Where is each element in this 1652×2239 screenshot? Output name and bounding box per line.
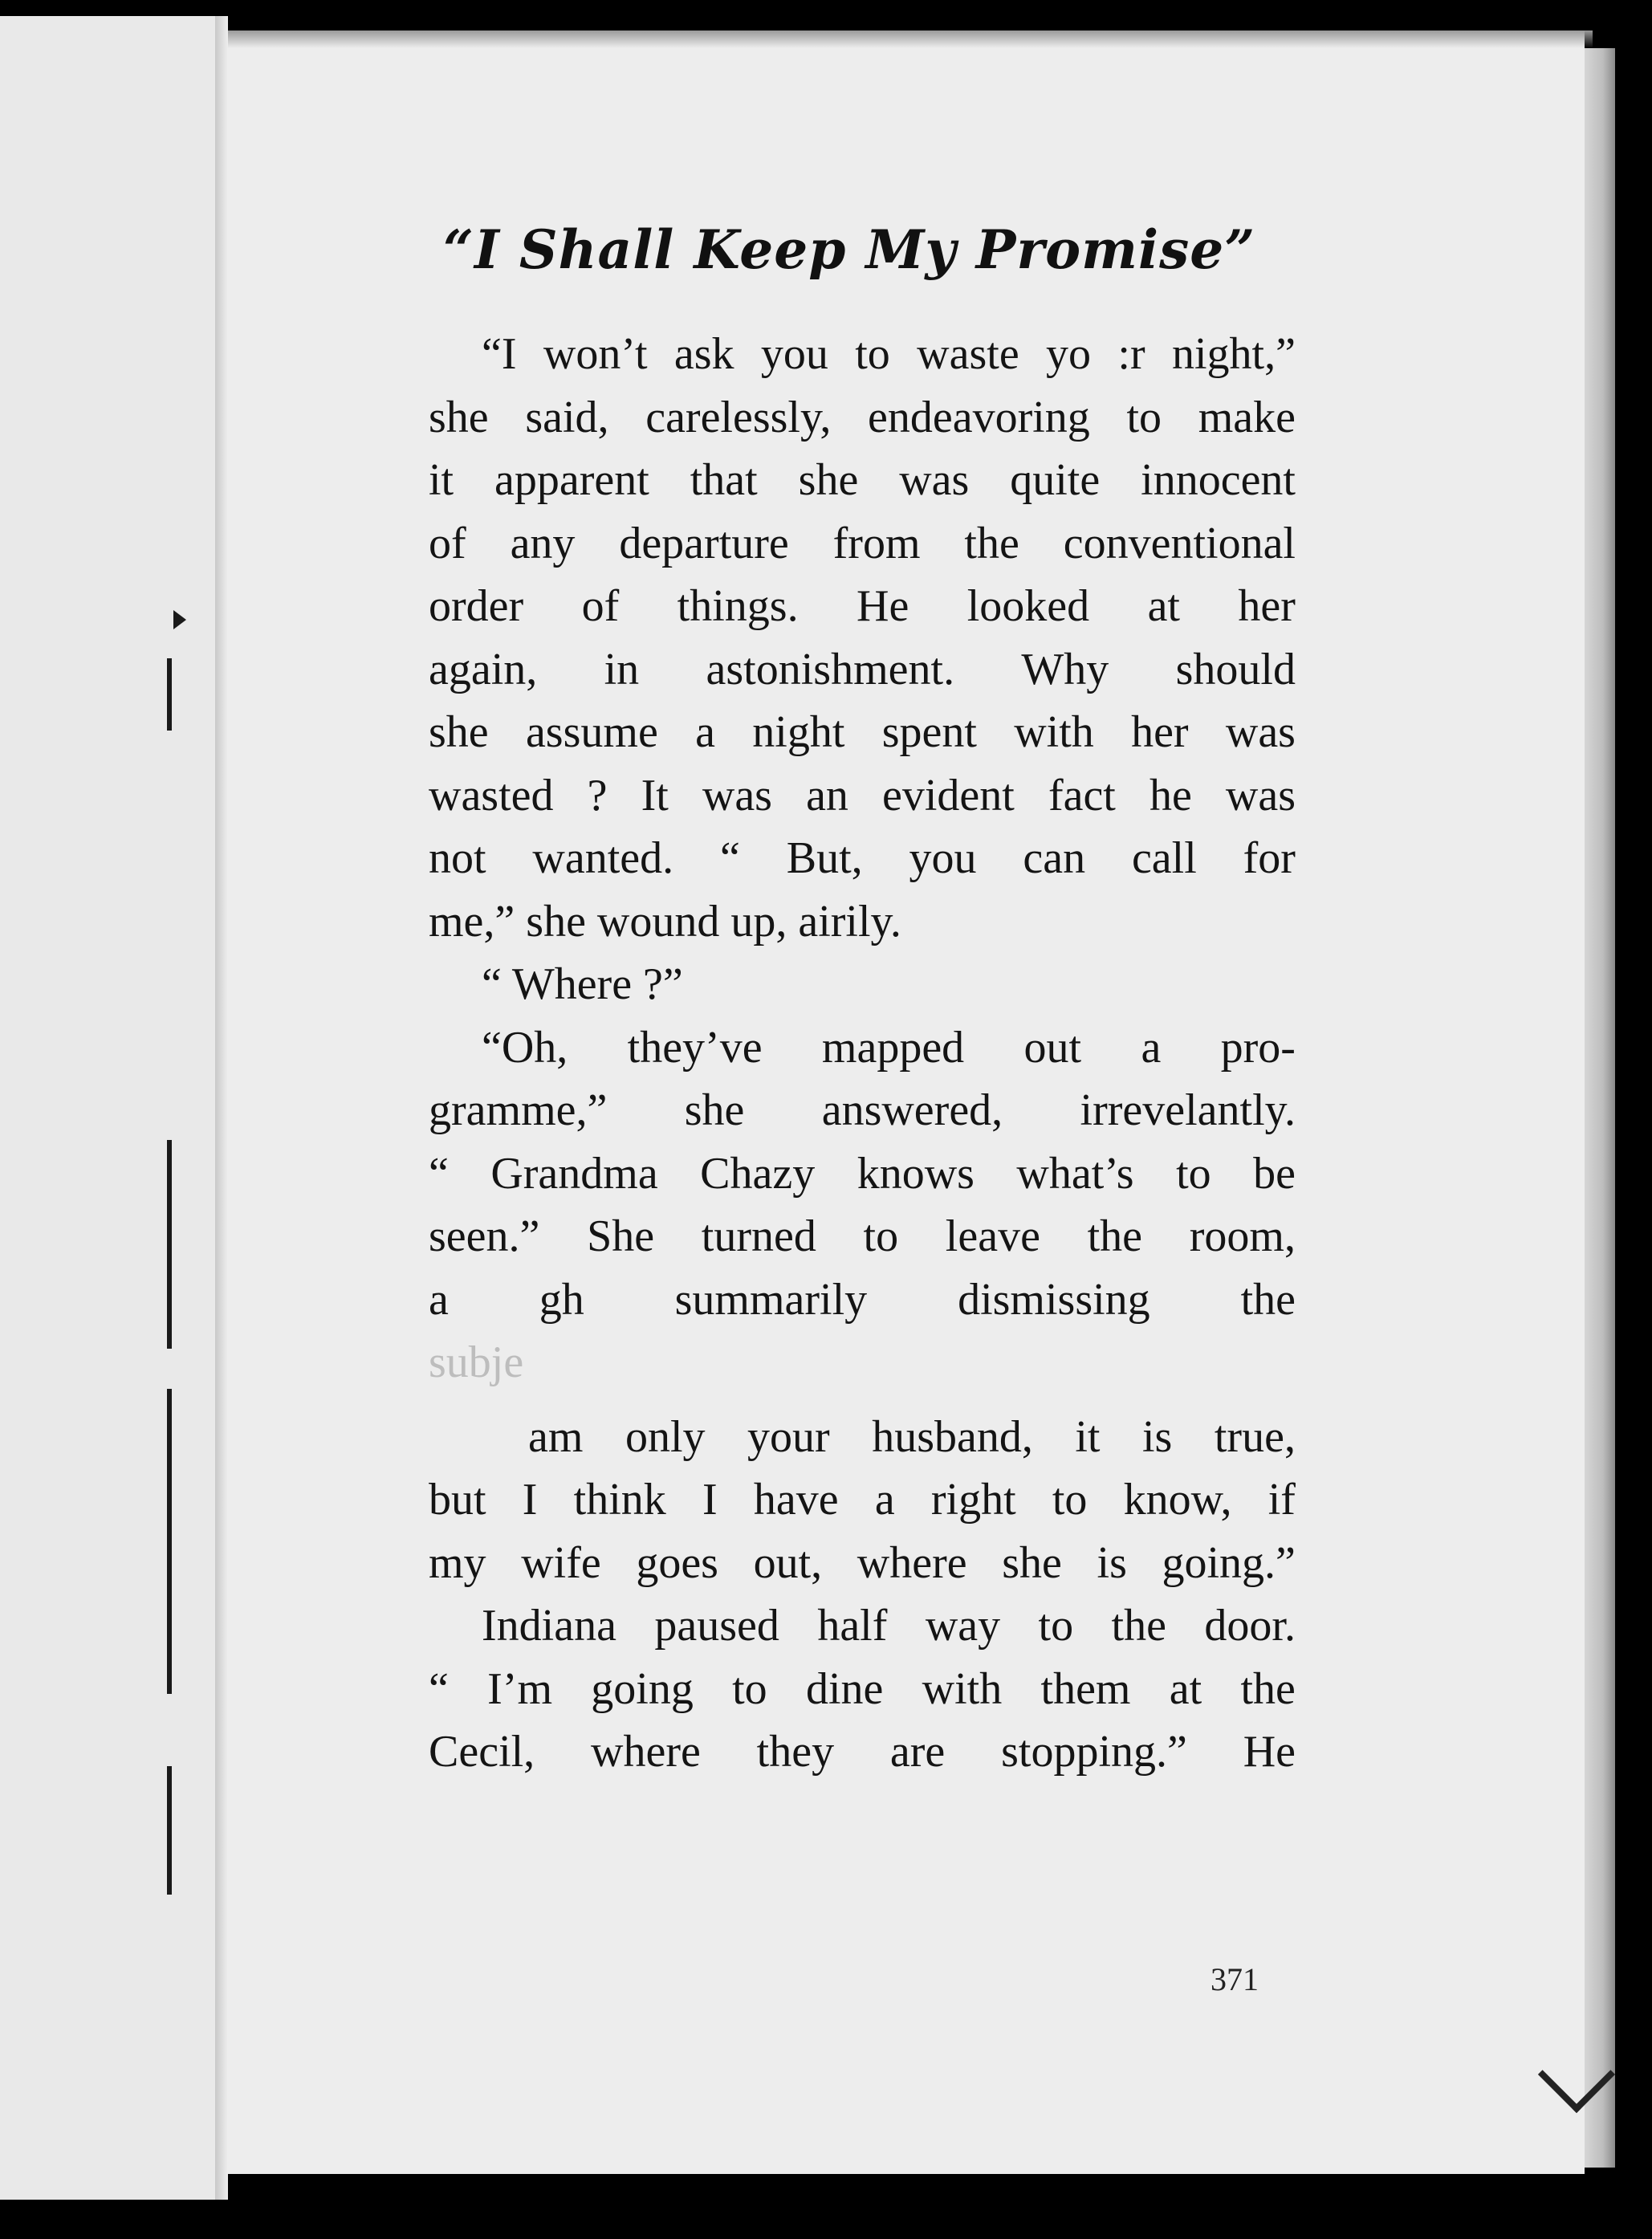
word: “	[720, 833, 740, 883]
word: the	[1111, 1601, 1166, 1651]
word: true,	[1214, 1411, 1296, 1462]
word: of	[581, 581, 620, 631]
word: fact	[1048, 770, 1116, 820]
word: you	[909, 833, 977, 883]
word: again,	[429, 644, 538, 694]
word: carelessly,	[645, 392, 832, 442]
text-line	[429, 1016, 1296, 1080]
word: night	[752, 707, 845, 757]
text-line-faded: subje	[429, 1337, 524, 1387]
word: “	[429, 1148, 449, 1199]
word: :r	[1117, 329, 1145, 379]
word: going	[591, 1663, 694, 1714]
word: they’ve	[627, 1022, 763, 1073]
margin-rule-mark	[167, 1389, 172, 1694]
word: spent	[881, 707, 977, 757]
text-line: me,” she wound up, airily.	[429, 896, 901, 946]
word: wife	[521, 1537, 601, 1588]
word: gh	[539, 1274, 584, 1325]
word: right	[930, 1475, 1016, 1525]
word: paused	[654, 1601, 779, 1651]
text-line	[429, 1079, 1296, 1142]
word: to	[1126, 392, 1162, 442]
margin-arrow-icon	[173, 610, 186, 629]
word: innocent	[1141, 455, 1296, 505]
margin-rule-mark	[167, 1766, 172, 1895]
word: you	[760, 329, 828, 379]
book-gutter	[215, 16, 228, 2200]
word: at	[1147, 581, 1180, 631]
word: she	[798, 455, 859, 505]
word: her	[1238, 581, 1296, 631]
word: it	[1075, 1411, 1101, 1462]
text-line	[429, 323, 1296, 386]
word: know,	[1123, 1475, 1232, 1525]
word: what’s	[1016, 1148, 1134, 1199]
word: half	[817, 1601, 888, 1651]
word: door.	[1204, 1601, 1296, 1651]
word: her	[1131, 707, 1189, 757]
word: the	[1087, 1211, 1143, 1261]
word: to	[855, 329, 890, 379]
word: was	[899, 455, 970, 505]
word: a	[1141, 1022, 1162, 1073]
text-line	[429, 1268, 1296, 1332]
word: they	[756, 1727, 835, 1777]
text-line	[429, 449, 1296, 512]
word: to	[732, 1663, 767, 1714]
body-text	[429, 323, 1296, 1784]
text-line	[429, 1205, 1296, 1268]
word: endeavoring	[868, 392, 1090, 442]
word: the	[964, 518, 1019, 568]
word: she	[1002, 1537, 1062, 1588]
word: he	[1149, 770, 1192, 820]
word: the	[1240, 1663, 1296, 1714]
word: to	[863, 1211, 899, 1261]
text-line	[429, 1658, 1296, 1721]
word: ?	[587, 770, 608, 820]
text-line	[429, 1468, 1296, 1532]
word: It	[641, 770, 669, 820]
word: conventional	[1063, 518, 1296, 568]
text-line	[429, 1142, 1296, 1206]
word: your	[747, 1411, 830, 1462]
word: a	[429, 1274, 449, 1325]
word: Cecil,	[429, 1727, 535, 1777]
word: He	[1243, 1727, 1296, 1777]
word: make	[1198, 392, 1296, 442]
word: where	[857, 1537, 967, 1588]
text-line	[429, 386, 1296, 450]
word: Indiana	[482, 1601, 616, 1651]
word: ask	[673, 329, 734, 379]
word: Why	[1021, 644, 1109, 694]
word: with	[1014, 707, 1094, 757]
word: an	[806, 770, 848, 820]
word: was	[702, 770, 772, 820]
word: wanted.	[532, 833, 674, 883]
word: but	[429, 1475, 486, 1525]
margin-rule-mark	[167, 658, 172, 731]
word: she	[429, 392, 489, 442]
word: assume	[525, 707, 658, 757]
word: waste	[917, 329, 1019, 379]
word: But,	[786, 833, 863, 883]
left-page-edge	[0, 16, 215, 2200]
word: Grandma	[490, 1148, 658, 1199]
text-line	[429, 1720, 1296, 1784]
word: summarily	[674, 1274, 868, 1325]
page-top-shadow	[228, 31, 1593, 48]
word: room,	[1189, 1211, 1296, 1261]
word: dismissing	[958, 1274, 1150, 1325]
text-line	[429, 701, 1296, 764]
word: have	[753, 1475, 839, 1525]
word: it	[429, 455, 454, 505]
word: to	[1052, 1475, 1088, 1525]
word: night,”	[1171, 329, 1296, 379]
text-line	[429, 1594, 1296, 1658]
word: wasted	[429, 770, 554, 820]
page-number: 371	[1211, 1961, 1259, 1997]
text-line: “ Where ?”	[482, 959, 683, 1009]
word: dine	[805, 1663, 884, 1714]
text-line	[429, 827, 1296, 890]
word: a	[874, 1475, 895, 1525]
word: from	[832, 518, 921, 568]
text-line	[429, 575, 1296, 638]
word: apparent	[494, 455, 649, 505]
word: out,	[753, 1537, 823, 1588]
word: call	[1131, 833, 1197, 883]
word: at	[1169, 1663, 1202, 1714]
word: can	[1023, 833, 1086, 883]
word: be	[1253, 1148, 1296, 1199]
word: are	[889, 1727, 946, 1777]
word: only	[625, 1411, 706, 1462]
word: with	[922, 1663, 1003, 1714]
word: irrevelantly.	[1080, 1085, 1296, 1135]
word: should	[1175, 644, 1296, 694]
word: He	[857, 581, 909, 631]
word: goes	[636, 1537, 718, 1588]
word: Chazy	[700, 1148, 816, 1199]
text-line	[429, 512, 1296, 576]
word: looked	[966, 581, 1090, 631]
page-fore-edge	[1585, 48, 1615, 2168]
word: turned	[701, 1211, 816, 1261]
word: answered,	[821, 1085, 1003, 1135]
word: “	[429, 1663, 449, 1714]
word: I’m	[487, 1663, 552, 1714]
word: I	[702, 1475, 718, 1525]
word: going.”	[1162, 1537, 1296, 1588]
word: astonishment.	[706, 644, 955, 694]
text-line	[429, 1532, 1296, 1595]
word: gramme,”	[429, 1085, 608, 1135]
word: am	[528, 1411, 584, 1462]
word: “Oh,	[482, 1022, 568, 1073]
word: she	[684, 1085, 745, 1135]
word: said,	[525, 392, 609, 442]
word: in	[604, 644, 640, 694]
word: any	[510, 518, 576, 568]
word: She	[587, 1211, 655, 1261]
word: the	[1240, 1274, 1296, 1325]
word: for	[1243, 833, 1296, 883]
word: yo	[1046, 329, 1092, 379]
word: “I	[482, 329, 517, 379]
word: that	[690, 455, 758, 505]
word: departure	[619, 518, 789, 568]
word: stopping.”	[1001, 1727, 1187, 1777]
word: if	[1267, 1475, 1296, 1525]
word: to	[1038, 1601, 1074, 1651]
word: husband,	[872, 1411, 1033, 1462]
word: mapped	[821, 1022, 965, 1073]
word: leave	[945, 1211, 1040, 1261]
word: them	[1040, 1663, 1131, 1714]
word: knows	[857, 1148, 975, 1199]
word: my	[429, 1537, 486, 1588]
word: I	[522, 1475, 538, 1525]
word: is	[1097, 1537, 1127, 1588]
word: was	[1225, 707, 1296, 757]
word: won’t	[543, 329, 648, 379]
word: way	[925, 1601, 1001, 1651]
word: to	[1176, 1148, 1211, 1199]
word: not	[429, 833, 486, 883]
word: evident	[882, 770, 1015, 820]
word: seen.”	[429, 1211, 540, 1261]
word: was	[1225, 770, 1296, 820]
word: of	[429, 518, 466, 568]
text-line	[429, 638, 1296, 702]
word: pro-	[1220, 1022, 1296, 1073]
word: order	[429, 581, 524, 631]
running-head: “I Shall Keep My Promise”	[443, 218, 1256, 281]
word: is	[1142, 1411, 1173, 1462]
word: where	[591, 1727, 701, 1777]
text-line	[429, 764, 1296, 828]
word: things.	[677, 581, 799, 631]
word: she	[429, 707, 489, 757]
word: quite	[1010, 455, 1101, 505]
margin-rule-mark	[167, 1140, 172, 1349]
text-line	[429, 1406, 1296, 1469]
word: think	[573, 1475, 666, 1525]
word: a	[695, 707, 715, 757]
word: out	[1023, 1022, 1082, 1073]
